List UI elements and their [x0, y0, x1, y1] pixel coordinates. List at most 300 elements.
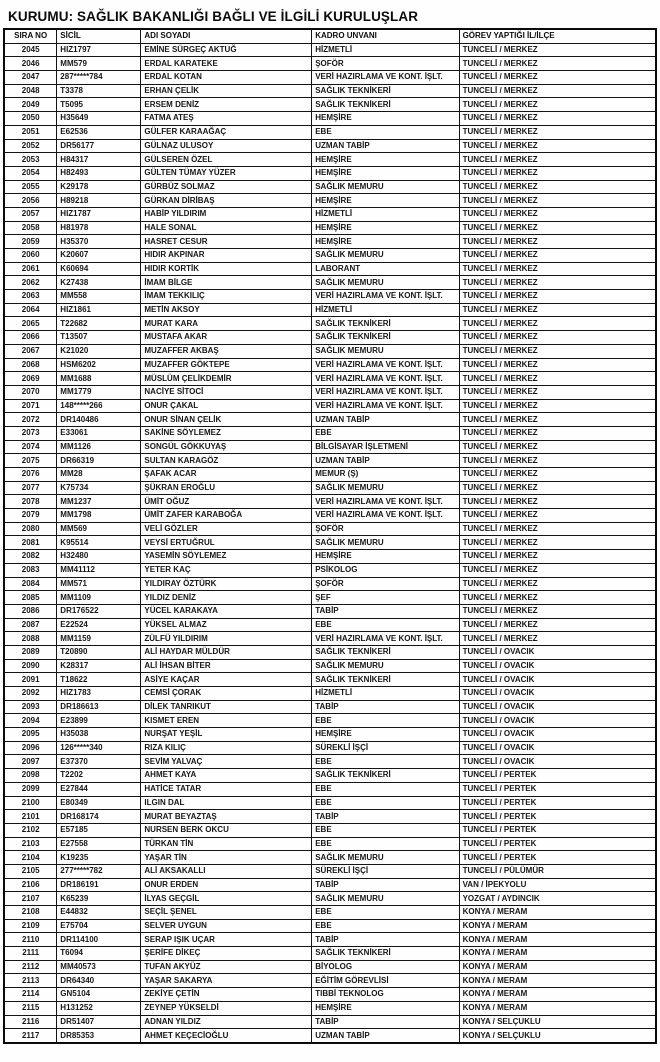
cell-sicil: T22682	[57, 317, 141, 331]
cell-adi-soyadi: RIZA KILIÇ	[141, 741, 312, 755]
cell-adi-soyadi: ŞAFAK ACAR	[141, 468, 312, 482]
cell-kadro-unvani: VERİ HAZIRLAMA VE KONT. İŞLT.	[312, 71, 459, 85]
cell-gorev-il-ilce: TUNCELİ / MERKEZ	[459, 385, 656, 399]
cell-sicil: HIZ1797	[57, 43, 141, 57]
cell-sira-no: 2059	[4, 235, 57, 249]
cell-kadro-unvani: TABİP	[312, 604, 459, 618]
table-row	[4, 194, 656, 208]
cell-sicil: T3378	[57, 84, 141, 98]
table-row	[4, 153, 656, 167]
cell-adi-soyadi: ASİYE KAÇAR	[141, 673, 312, 687]
cell-sira-no: 2070	[4, 385, 57, 399]
table-row	[4, 960, 656, 974]
cell-kadro-unvani: UZMAN TABİP	[312, 413, 459, 427]
table-row	[4, 317, 656, 331]
cell-gorev-il-ilce: TUNCELİ / MERKEZ	[459, 358, 656, 372]
cell-gorev-il-ilce: TUNCELİ / MERKEZ	[459, 563, 656, 577]
cell-sicil: DR85353	[57, 1029, 141, 1043]
cell-gorev-il-ilce: KONYA / SELÇUKLU	[459, 1029, 656, 1043]
cell-sicil: E37370	[57, 755, 141, 769]
cell-kadro-unvani: SAĞLIK MEMURU	[312, 481, 459, 495]
table-row	[4, 522, 656, 536]
cell-sira-no: 2105	[4, 864, 57, 878]
cell-sira-no: 2099	[4, 782, 57, 796]
cell-sira-no: 2081	[4, 536, 57, 550]
cell-sira-no: 2108	[4, 906, 57, 920]
table-row	[4, 372, 656, 386]
cell-sicil: HSM6202	[57, 358, 141, 372]
cell-gorev-il-ilce: TUNCELİ / PERTEK	[459, 810, 656, 824]
cell-sira-no: 2066	[4, 331, 57, 345]
cell-sicil: DR176522	[57, 604, 141, 618]
table-row	[4, 249, 656, 263]
cell-sicil: H35649	[57, 112, 141, 126]
cell-kadro-unvani: VERİ HAZIRLAMA VE KONT. İŞLT.	[312, 399, 459, 413]
cell-gorev-il-ilce: KONYA / SELÇUKLU	[459, 1015, 656, 1029]
cell-adi-soyadi: MURAT BEYAZTAŞ	[141, 810, 312, 824]
cell-sicil: H35038	[57, 728, 141, 742]
cell-sicil: H32480	[57, 550, 141, 564]
cell-kadro-unvani: VERİ HAZIRLAMA VE KONT. İŞLT.	[312, 509, 459, 523]
cell-gorev-il-ilce: TUNCELİ / MERKEZ	[459, 426, 656, 440]
cell-kadro-unvani: EBE	[312, 714, 459, 728]
cell-sira-no: 2078	[4, 495, 57, 509]
cell-kadro-unvani: HEMŞİRE	[312, 221, 459, 235]
cell-sicil: DR51407	[57, 1015, 141, 1029]
cell-sicil: H81978	[57, 221, 141, 235]
cell-adi-soyadi: METİN AKSOY	[141, 303, 312, 317]
cell-sicil: E44832	[57, 906, 141, 920]
cell-adi-soyadi: AHMET KEÇECİOĞLU	[141, 1029, 312, 1043]
cell-gorev-il-ilce: TUNCELİ / MERKEZ	[459, 84, 656, 98]
cell-sira-no: 2068	[4, 358, 57, 372]
table-row	[4, 468, 656, 482]
cell-gorev-il-ilce: KONYA / MERAM	[459, 974, 656, 988]
cell-sicil: T2202	[57, 769, 141, 783]
cell-sicil: K65239	[57, 892, 141, 906]
cell-kadro-unvani: EĞİTİM GÖREVLİSİ	[312, 974, 459, 988]
table-row	[4, 303, 656, 317]
cell-kadro-unvani: SAĞLIK TEKNİKERİ	[312, 317, 459, 331]
cell-sicil: MM1159	[57, 632, 141, 646]
cell-adi-soyadi: EMİNE SÜRGEÇ AKTUĞ	[141, 43, 312, 57]
cell-sira-no: 2051	[4, 125, 57, 139]
table-row	[4, 810, 656, 824]
cell-kadro-unvani: HİZMETLİ	[312, 207, 459, 221]
cell-sira-no: 2088	[4, 632, 57, 646]
cell-gorev-il-ilce: YOZGAT / AYDINCIK	[459, 892, 656, 906]
cell-sira-no: 2067	[4, 344, 57, 358]
table-row	[4, 878, 656, 892]
cell-adi-soyadi: ÜMİT OĞUZ	[141, 495, 312, 509]
cell-gorev-il-ilce: TUNCELİ / MERKEZ	[459, 536, 656, 550]
cell-sicil: GN5104	[57, 988, 141, 1002]
table-row	[4, 645, 656, 659]
cell-gorev-il-ilce: TUNCELİ / PERTEK	[459, 837, 656, 851]
cell-kadro-unvani: UZMAN TABİP	[312, 454, 459, 468]
table-row	[4, 632, 656, 646]
cell-gorev-il-ilce: TUNCELİ / MERKEZ	[459, 618, 656, 632]
table-row	[4, 550, 656, 564]
cell-adi-soyadi: NURSEN BERK OKCU	[141, 823, 312, 837]
cell-sicil: HIZ1783	[57, 687, 141, 701]
cell-gorev-il-ilce: TUNCELİ / MERKEZ	[459, 276, 656, 290]
cell-kadro-unvani: VERİ HAZIRLAMA VE KONT. İŞLT.	[312, 290, 459, 304]
cell-sicil: DR186191	[57, 878, 141, 892]
cell-kadro-unvani: EBE	[312, 796, 459, 810]
cell-gorev-il-ilce: TUNCELİ / OVACIK	[459, 700, 656, 714]
cell-gorev-il-ilce: TUNCELİ / MERKEZ	[459, 194, 656, 208]
cell-adi-soyadi: MUZAFFER GÖKTEPE	[141, 358, 312, 372]
cell-gorev-il-ilce: KONYA / MERAM	[459, 933, 656, 947]
cell-sira-no: 2079	[4, 509, 57, 523]
cell-kadro-unvani: TABİP	[312, 878, 459, 892]
cell-kadro-unvani: SÜREKLİ İŞÇİ	[312, 741, 459, 755]
cell-adi-soyadi: HIDIR KORTİK	[141, 262, 312, 276]
column-header-sira-no: SIRA NO	[4, 29, 57, 43]
cell-adi-soyadi: ZEYNEP YÜKSELDİ	[141, 1001, 312, 1015]
cell-gorev-il-ilce: TUNCELİ / PERTEK	[459, 823, 656, 837]
cell-gorev-il-ilce: TUNCELİ / MERKEZ	[459, 468, 656, 482]
cell-adi-soyadi: YETER KAÇ	[141, 563, 312, 577]
table-row	[4, 98, 656, 112]
cell-sira-no: 2053	[4, 153, 57, 167]
cell-adi-soyadi: SONGÜL GÖKKUYAŞ	[141, 440, 312, 454]
table-row	[4, 728, 656, 742]
cell-sira-no: 2109	[4, 919, 57, 933]
cell-kadro-unvani: EBE	[312, 837, 459, 851]
table-row	[4, 892, 656, 906]
cell-gorev-il-ilce: TUNCELİ / MERKEZ	[459, 440, 656, 454]
cell-kadro-unvani: EBE	[312, 755, 459, 769]
cell-sicil: DR140486	[57, 413, 141, 427]
cell-kadro-unvani: SAĞLIK TEKNİKERİ	[312, 331, 459, 345]
cell-adi-soyadi: FATMA ATEŞ	[141, 112, 312, 126]
cell-gorev-il-ilce: TUNCELİ / OVACIK	[459, 755, 656, 769]
cell-kadro-unvani: HEMŞİRE	[312, 550, 459, 564]
table-row	[4, 864, 656, 878]
cell-kadro-unvani: BİLGİSAYAR İŞLETMENİ	[312, 440, 459, 454]
cell-gorev-il-ilce: TUNCELİ / MERKEZ	[459, 372, 656, 386]
cell-sicil: K60694	[57, 262, 141, 276]
cell-sicil: MM41112	[57, 563, 141, 577]
cell-gorev-il-ilce: TUNCELİ / MERKEZ	[459, 632, 656, 646]
cell-kadro-unvani: SAĞLIK TEKNİKERİ	[312, 769, 459, 783]
cell-gorev-il-ilce: TUNCELİ / MERKEZ	[459, 577, 656, 591]
cell-sira-no: 2077	[4, 481, 57, 495]
cell-gorev-il-ilce: TUNCELİ / MERKEZ	[459, 331, 656, 345]
cell-gorev-il-ilce: TUNCELİ / MERKEZ	[459, 43, 656, 57]
cell-sira-no: 2114	[4, 988, 57, 1002]
table-row	[4, 413, 656, 427]
cell-gorev-il-ilce: TUNCELİ / MERKEZ	[459, 235, 656, 249]
cell-sira-no: 2112	[4, 960, 57, 974]
cell-adi-soyadi: YILDIZ DENİZ	[141, 591, 312, 605]
cell-gorev-il-ilce: TUNCELİ / PÜLÜMÜR	[459, 864, 656, 878]
cell-gorev-il-ilce: KONYA / MERAM	[459, 947, 656, 961]
cell-adi-soyadi: ZEKİYE ÇETİN	[141, 988, 312, 1002]
cell-kadro-unvani: SAĞLIK TEKNİKERİ	[312, 947, 459, 961]
table-row	[4, 796, 656, 810]
cell-gorev-il-ilce: TUNCELİ / MERKEZ	[459, 303, 656, 317]
cell-sicil: E57185	[57, 823, 141, 837]
cell-kadro-unvani: SAĞLIK MEMURU	[312, 344, 459, 358]
cell-sicil: DR66319	[57, 454, 141, 468]
cell-sicil: DR168174	[57, 810, 141, 824]
cell-gorev-il-ilce: KONYA / MERAM	[459, 960, 656, 974]
cell-sira-no: 2091	[4, 673, 57, 687]
cell-sicil: MM1688	[57, 372, 141, 386]
table-row	[4, 1015, 656, 1029]
table-row	[4, 837, 656, 851]
cell-kadro-unvani: HEMŞİRE	[312, 112, 459, 126]
cell-sira-no: 2075	[4, 454, 57, 468]
table-row	[4, 604, 656, 618]
cell-adi-soyadi: ERDAL KOTAN	[141, 71, 312, 85]
cell-sira-no: 2101	[4, 810, 57, 824]
cell-sicil: DR56177	[57, 139, 141, 153]
cell-sira-no: 2103	[4, 837, 57, 851]
cell-gorev-il-ilce: TUNCELİ / MERKEZ	[459, 290, 656, 304]
cell-sicil: MM1779	[57, 385, 141, 399]
cell-gorev-il-ilce: TUNCELİ / MERKEZ	[459, 509, 656, 523]
cell-kadro-unvani: HEMŞİRE	[312, 235, 459, 249]
cell-sicil: T6094	[57, 947, 141, 961]
cell-adi-soyadi: ERSEM DENİZ	[141, 98, 312, 112]
cell-sira-no: 2057	[4, 207, 57, 221]
cell-gorev-il-ilce: TUNCELİ / MERKEZ	[459, 71, 656, 85]
cell-sira-no: 2097	[4, 755, 57, 769]
cell-adi-soyadi: KISMET EREN	[141, 714, 312, 728]
cell-kadro-unvani: ŞOFÖR	[312, 577, 459, 591]
cell-sicil: K95514	[57, 536, 141, 550]
cell-gorev-il-ilce: TUNCELİ / PERTEK	[459, 782, 656, 796]
table-row	[4, 988, 656, 1002]
table-row	[4, 221, 656, 235]
cell-gorev-il-ilce: TUNCELİ / MERKEZ	[459, 262, 656, 276]
cell-kadro-unvani: SAĞLIK MEMURU	[312, 276, 459, 290]
cell-sira-no: 2092	[4, 687, 57, 701]
cell-adi-soyadi: SEÇİL ŞENEL	[141, 906, 312, 920]
cell-gorev-il-ilce: TUNCELİ / MERKEZ	[459, 139, 656, 153]
cell-gorev-il-ilce: VAN / İPEKYOLU	[459, 878, 656, 892]
cell-sicil: 287*****784	[57, 71, 141, 85]
cell-sicil: H35370	[57, 235, 141, 249]
cell-gorev-il-ilce: TUNCELİ / MERKEZ	[459, 125, 656, 139]
cell-sira-no: 2062	[4, 276, 57, 290]
cell-gorev-il-ilce: TUNCELİ / MERKEZ	[459, 604, 656, 618]
table-row	[4, 618, 656, 632]
cell-gorev-il-ilce: TUNCELİ / MERKEZ	[459, 522, 656, 536]
cell-kadro-unvani: EBE	[312, 906, 459, 920]
cell-sira-no: 2063	[4, 290, 57, 304]
cell-sicil: E27844	[57, 782, 141, 796]
cell-kadro-unvani: SAĞLIK MEMURU	[312, 892, 459, 906]
cell-adi-soyadi: SELVER UYGUN	[141, 919, 312, 933]
cell-sira-no: 2058	[4, 221, 57, 235]
cell-sicil: K29178	[57, 180, 141, 194]
table-row	[4, 112, 656, 126]
cell-sira-no: 2049	[4, 98, 57, 112]
cell-adi-soyadi: GÜLNAZ ULUSOY	[141, 139, 312, 153]
cell-kadro-unvani: EBE	[312, 125, 459, 139]
cell-sicil: MM1237	[57, 495, 141, 509]
cell-adi-soyadi: ERHAN ÇELİK	[141, 84, 312, 98]
cell-sicil: DR64340	[57, 974, 141, 988]
cell-sicil: K75734	[57, 481, 141, 495]
cell-adi-soyadi: VEYSİ ERTUĞRUL	[141, 536, 312, 550]
table-row	[4, 947, 656, 961]
cell-sicil: MM579	[57, 57, 141, 71]
cell-sicil: MM1798	[57, 509, 141, 523]
cell-kadro-unvani: TABİP	[312, 1015, 459, 1029]
cell-gorev-il-ilce: TUNCELİ / MERKEZ	[459, 481, 656, 495]
cell-adi-soyadi: NURŞAT YEŞİL	[141, 728, 312, 742]
cell-adi-soyadi: GÜLSEREN ÖZEL	[141, 153, 312, 167]
cell-sicil: T18622	[57, 673, 141, 687]
table-row	[4, 399, 656, 413]
column-header-adi-soyadi: ADI SOYADI	[141, 29, 312, 43]
cell-adi-soyadi: DİLEK TANRIKUT	[141, 700, 312, 714]
cell-gorev-il-ilce: TUNCELİ / MERKEZ	[459, 399, 656, 413]
cell-kadro-unvani: EBE	[312, 782, 459, 796]
table-row	[4, 687, 656, 701]
cell-gorev-il-ilce: TUNCELİ / PERTEK	[459, 851, 656, 865]
table-row	[4, 358, 656, 372]
cell-gorev-il-ilce: TUNCELİ / OVACIK	[459, 673, 656, 687]
cell-sira-no: 2061	[4, 262, 57, 276]
cell-sira-no: 2073	[4, 426, 57, 440]
cell-sicil: H82493	[57, 166, 141, 180]
cell-adi-soyadi: SAKİNE SÖYLEMEZ	[141, 426, 312, 440]
table-row	[4, 782, 656, 796]
cell-kadro-unvani: SAĞLIK TEKNİKERİ	[312, 645, 459, 659]
cell-sira-no: 2100	[4, 796, 57, 810]
table-row	[4, 207, 656, 221]
cell-kadro-unvani: SAĞLIK MEMURU	[312, 659, 459, 673]
cell-sira-no: 2086	[4, 604, 57, 618]
cell-kadro-unvani: MEMUR (Ş)	[312, 468, 459, 482]
cell-kadro-unvani: SAĞLIK TEKNİKERİ	[312, 673, 459, 687]
cell-adi-soyadi: ERDAL KARATEKE	[141, 57, 312, 71]
table-body	[4, 43, 656, 1043]
cell-sira-no: 2089	[4, 645, 57, 659]
cell-sicil: K28317	[57, 659, 141, 673]
cell-gorev-il-ilce: TUNCELİ / MERKEZ	[459, 166, 656, 180]
cell-sira-no: 2074	[4, 440, 57, 454]
cell-sira-no: 2071	[4, 399, 57, 413]
cell-gorev-il-ilce: KONYA / MERAM	[459, 919, 656, 933]
table-row	[4, 536, 656, 550]
personnel-table	[3, 28, 657, 1044]
cell-gorev-il-ilce: TUNCELİ / MERKEZ	[459, 207, 656, 221]
cell-sicil: K21020	[57, 344, 141, 358]
cell-kadro-unvani: ŞOFÖR	[312, 522, 459, 536]
cell-sira-no: 2111	[4, 947, 57, 961]
cell-sira-no: 2047	[4, 71, 57, 85]
cell-kadro-unvani: HEMŞİRE	[312, 166, 459, 180]
cell-sira-no: 2045	[4, 43, 57, 57]
table-row	[4, 714, 656, 728]
cell-sira-no: 2095	[4, 728, 57, 742]
cell-sira-no: 2117	[4, 1029, 57, 1043]
cell-adi-soyadi: ŞÜKRAN EROĞLU	[141, 481, 312, 495]
cell-adi-soyadi: MÜSLÜM ÇELİKDEMİR	[141, 372, 312, 386]
cell-adi-soyadi: İMAM TEKKILIÇ	[141, 290, 312, 304]
table-row	[4, 276, 656, 290]
table-row	[4, 509, 656, 523]
cell-sicil: MM558	[57, 290, 141, 304]
cell-kadro-unvani: PSİKOLOG	[312, 563, 459, 577]
cell-gorev-il-ilce: TUNCELİ / OVACIK	[459, 741, 656, 755]
cell-kadro-unvani: ŞEF	[312, 591, 459, 605]
cell-sira-no: 2060	[4, 249, 57, 263]
cell-sicil: 126*****340	[57, 741, 141, 755]
cell-sira-no: 2069	[4, 372, 57, 386]
cell-adi-soyadi: YAŞAR TİN	[141, 851, 312, 865]
table-row	[4, 426, 656, 440]
cell-kadro-unvani: SAĞLIK MEMURU	[312, 851, 459, 865]
cell-sira-no: 2076	[4, 468, 57, 482]
cell-gorev-il-ilce: TUNCELİ / MERKEZ	[459, 180, 656, 194]
cell-adi-soyadi: TÜRKAN TİN	[141, 837, 312, 851]
cell-sira-no: 2080	[4, 522, 57, 536]
document-title: KURUMU: SAĞLIK BAKANLIĞI BAĞLI VE İLGİLİ KURULUŞLAR	[8, 9, 419, 24]
cell-sira-no: 2113	[4, 974, 57, 988]
cell-sicil: MM40573	[57, 960, 141, 974]
cell-kadro-unvani: EBE	[312, 618, 459, 632]
cell-gorev-il-ilce: TUNCELİ / MERKEZ	[459, 454, 656, 468]
table-row	[4, 769, 656, 783]
table-header-row	[4, 29, 656, 43]
cell-sicil: H84317	[57, 153, 141, 167]
cell-sicil: MM28	[57, 468, 141, 482]
cell-adi-soyadi: ALİ HAYDAR MÜLDÜR	[141, 645, 312, 659]
cell-sira-no: 2072	[4, 413, 57, 427]
cell-adi-soyadi: NACİYE SİTOCİ	[141, 385, 312, 399]
cell-adi-soyadi: ONUR SİNAN ÇELİK	[141, 413, 312, 427]
table-row	[4, 1029, 656, 1043]
table-row	[4, 823, 656, 837]
cell-sira-no: 2115	[4, 1001, 57, 1015]
cell-adi-soyadi: VELİ GÖZLER	[141, 522, 312, 536]
cell-kadro-unvani: BİYOLOG	[312, 960, 459, 974]
cell-kadro-unvani: UZMAN TABİP	[312, 139, 459, 153]
column-header-sicil: SİCİL	[57, 29, 141, 43]
cell-sicil: T5095	[57, 98, 141, 112]
cell-sicil: E80349	[57, 796, 141, 810]
cell-sicil: H89218	[57, 194, 141, 208]
cell-adi-soyadi: YAŞAR SAKARYA	[141, 974, 312, 988]
cell-adi-soyadi: YILDIRAY ÖZTÜRK	[141, 577, 312, 591]
cell-gorev-il-ilce: TUNCELİ / MERKEZ	[459, 57, 656, 71]
table-row	[4, 906, 656, 920]
table-row	[4, 454, 656, 468]
cell-adi-soyadi: YÜKSEL ALMAZ	[141, 618, 312, 632]
cell-kadro-unvani: VERİ HAZIRLAMA VE KONT. İŞLT.	[312, 632, 459, 646]
cell-gorev-il-ilce: TUNCELİ / OVACIK	[459, 645, 656, 659]
cell-sicil: K20607	[57, 249, 141, 263]
cell-sira-no: 2064	[4, 303, 57, 317]
cell-sira-no: 2055	[4, 180, 57, 194]
cell-gorev-il-ilce: TUNCELİ / MERKEZ	[459, 317, 656, 331]
cell-adi-soyadi: GÜLFER KARAAĞAÇ	[141, 125, 312, 139]
cell-gorev-il-ilce: TUNCELİ / OVACIK	[459, 687, 656, 701]
cell-adi-soyadi: GÜLTEN TÜMAY YÜZER	[141, 166, 312, 180]
cell-adi-soyadi: İLYAS GEÇGİL	[141, 892, 312, 906]
cell-sira-no: 2054	[4, 166, 57, 180]
cell-sicil: E33061	[57, 426, 141, 440]
